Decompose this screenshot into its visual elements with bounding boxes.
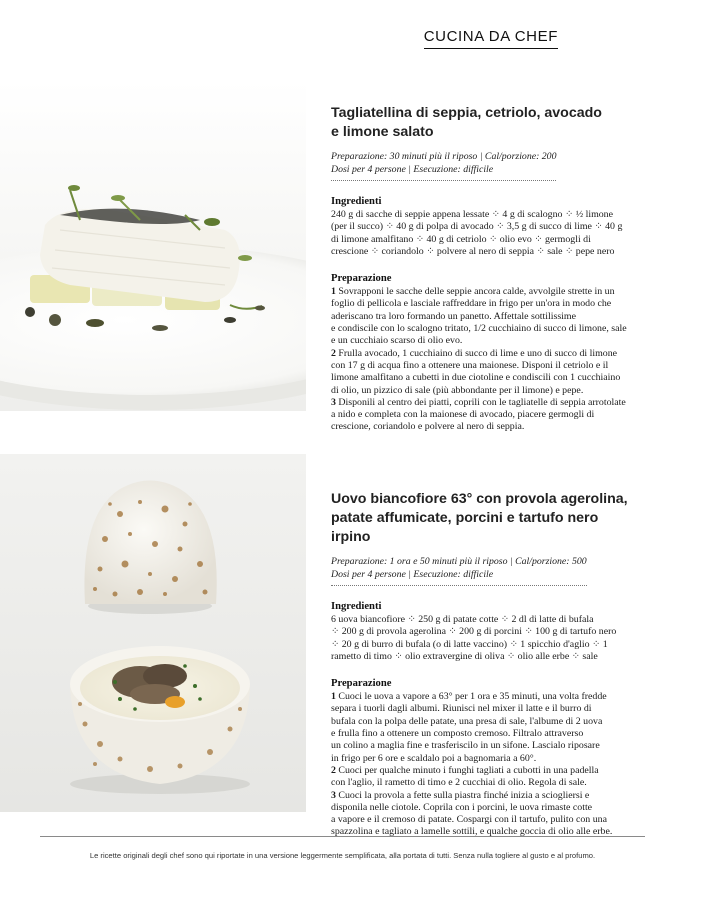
preparation-heading: Preparazione [331, 678, 392, 690]
section-header: CUCINA DA CHEF [424, 28, 558, 49]
recipe-title: Uovo biancofiore 63° con provola agerolina, patate affumicate, porcini e tartufo nero irpino [331, 491, 628, 545]
preparation-step: 1 Sovrapponi le sacche delle seppie ancora calde, avvolgile strette in un foglio di pellicola e lasciale raffreddare in frigo per un'ora in modo che aderiscano tra loro formando un panetto. Affettale sottilissime e condiscile con lo scalogno tritato, 1/2 cucchiaino di succo di limone, sale e un cucchiaio scarso di olio evo. [331, 286, 627, 347]
ingredients-list: 240 g di sacche di seppie appena lessate ⁘ 4 g di scalogno ⁘ ½ limone (per il succo) ⁘ 40 g di polpa di avocado ⁘ 3,5 g di succo di lime ⁘ 40 g di limone amalfitano ⁘ 40 g di cetriolo ⁘ olio evo ⁘ germogli di crescione ⁘ coriandolo ⁘ polvere al nero di seppia ⁘ sale ⁘ pepe nero [331, 209, 623, 257]
ingredients-heading: Ingredienti [331, 601, 382, 612]
recipe-meta: Preparazione: 30 minuti più il riposo | Cal/porzione: 200 Dosi per 4 persone | Esecuzione: difficile [331, 150, 556, 181]
preparation-step: 3 Disponili al centro dei piatti, coprili con le tagliatelle di seppia arrotolate a nido e completa con la maionese di avocado, piacere germogli di crescione, coriandolo e polvere al nero di seppia. [331, 396, 626, 433]
recipe-egg [331, 490, 631, 839]
footer-divider [40, 836, 645, 837]
recipe-title: Tagliatellina di seppia, cetriolo, avocado e limone salato [331, 105, 602, 140]
preparation-step: 3 Cuoci la provola a fette sulla piastra finché inizia a sciogliersi e disponila nelle ciotole. Coprila con i porcini, le uova rimaste cotte a vapore e il cremoso di patate. Cospargi con il tartufo, pulito con una spazzolina e tagliato a lamelle sottili, e qualche goccia di olio alle erbe. [331, 789, 613, 838]
dish-photo-squid [0, 80, 306, 411]
preparation-step: 2 Cuoci per qualche minuto i funghi tagliati a cubotti in una padella con l'aglio, il rametto di timo e 2 cucchiai di olio. Regola di sale. [331, 764, 599, 789]
ingredients-list: 6 uova biancofiore ⁘ 250 g di patate cotte ⁘ 2 dl di latte di bufala ⁘ 200 g di provola agerolina ⁘ 200 g di porcini ⁘ 100 g di tartufo nero ⁘ 20 g di burro di bufala (o di latte vaccino) ⁘ 1 spicchio d'aglio ⁘ 1 rametto di timo ⁘ olio extravergine di oliva ⁘ olio alle erbe ⁘ sale [331, 614, 617, 662]
preparation-heading: Preparazione [331, 273, 392, 285]
footer-note: Le ricette originali degli chef sono qui riportate in una versione leggermente semplificata, alla portata di tutti. Senza nulla togliere al gusto e al profumo. [89, 851, 596, 860]
recipe-squid [331, 104, 631, 434]
preparation-step: 1 Cuoci le uova a vapore a 63° per 1 ora e 35 minuti, una volta fredde separa i tuorli dagli albumi. Riunisci nel mixer il latte e il burro di bufala con la polpa delle patate, una presa di sale, l'albume di 2 uova e frulla fino a ottenere un composto cremoso. Filtralo attraverso un colino a maglia fine e trasferiscilo in un sifone. Lascialo riposare in frigo per 6 ore e scaldalo poi a bagnomaria a 60°. [331, 691, 607, 764]
preparation-steps [331, 691, 631, 839]
dish-photo-egg [0, 454, 306, 812]
ingredients-heading: Ingredienti [331, 196, 382, 207]
preparation-step: 2 Frulla avocado, 1 cucchiaino di succo di lime e uno di succo di limone con 17 g di acqua fino a ottenere una maionese. Disponi il cetriolo e il limone amalfitano a cubetti in due ciotoline e condiscili con 1 cucchiaino di olio, un pizzico di sale (più abbondante per il limone) e pepe. [331, 347, 621, 396]
recipe-meta: Preparazione: 1 ora e 50 minuti più il riposo | Cal/porzione: 500 Dosi per 4 persone | Esecuzione: difficile [331, 555, 587, 586]
preparation-steps [331, 286, 631, 434]
